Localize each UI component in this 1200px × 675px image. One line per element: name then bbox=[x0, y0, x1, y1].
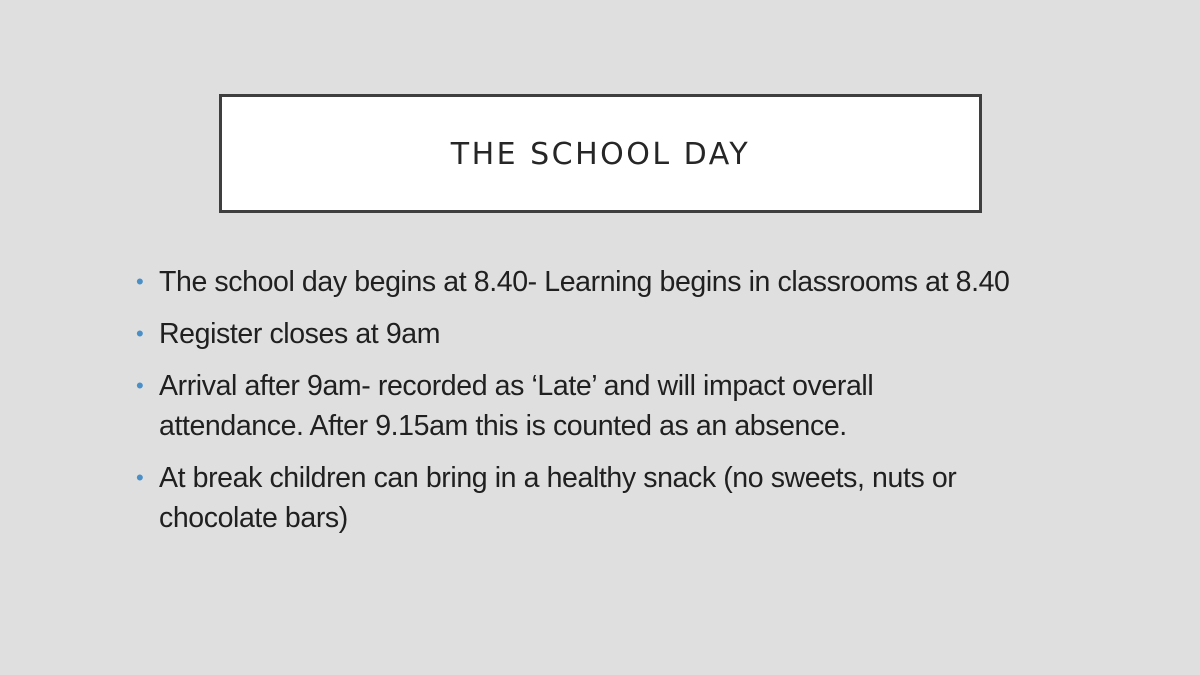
slide-title-box bbox=[219, 94, 982, 213]
bullet-item bbox=[136, 366, 959, 446]
slide-title: THE SCHOOL DAY bbox=[450, 137, 751, 172]
bullet-text: Arrival after 9am- recorded as ‘Late’ and will impact overall attendance. After 9.15am this is counted as an absence. bbox=[159, 370, 874, 442]
bullet-dot-icon: • bbox=[136, 269, 144, 294]
bullet-text: Register closes at 9am bbox=[159, 318, 441, 350]
bullet-text: At break children can bring in a healthy snack (no sweets, nuts or chocolate bars) bbox=[159, 462, 957, 534]
bullet-item bbox=[136, 314, 1086, 354]
bullet-list bbox=[136, 262, 1086, 550]
bullet-item bbox=[136, 458, 1059, 538]
bullet-text: The school day begins at 8.40- Learning begins in classrooms at 8.40 bbox=[159, 266, 1010, 298]
bullet-item bbox=[136, 262, 1086, 302]
bullet-dot-icon: • bbox=[136, 465, 144, 490]
bullet-dot-icon: • bbox=[136, 373, 144, 398]
bullet-dot-icon: • bbox=[136, 321, 144, 346]
